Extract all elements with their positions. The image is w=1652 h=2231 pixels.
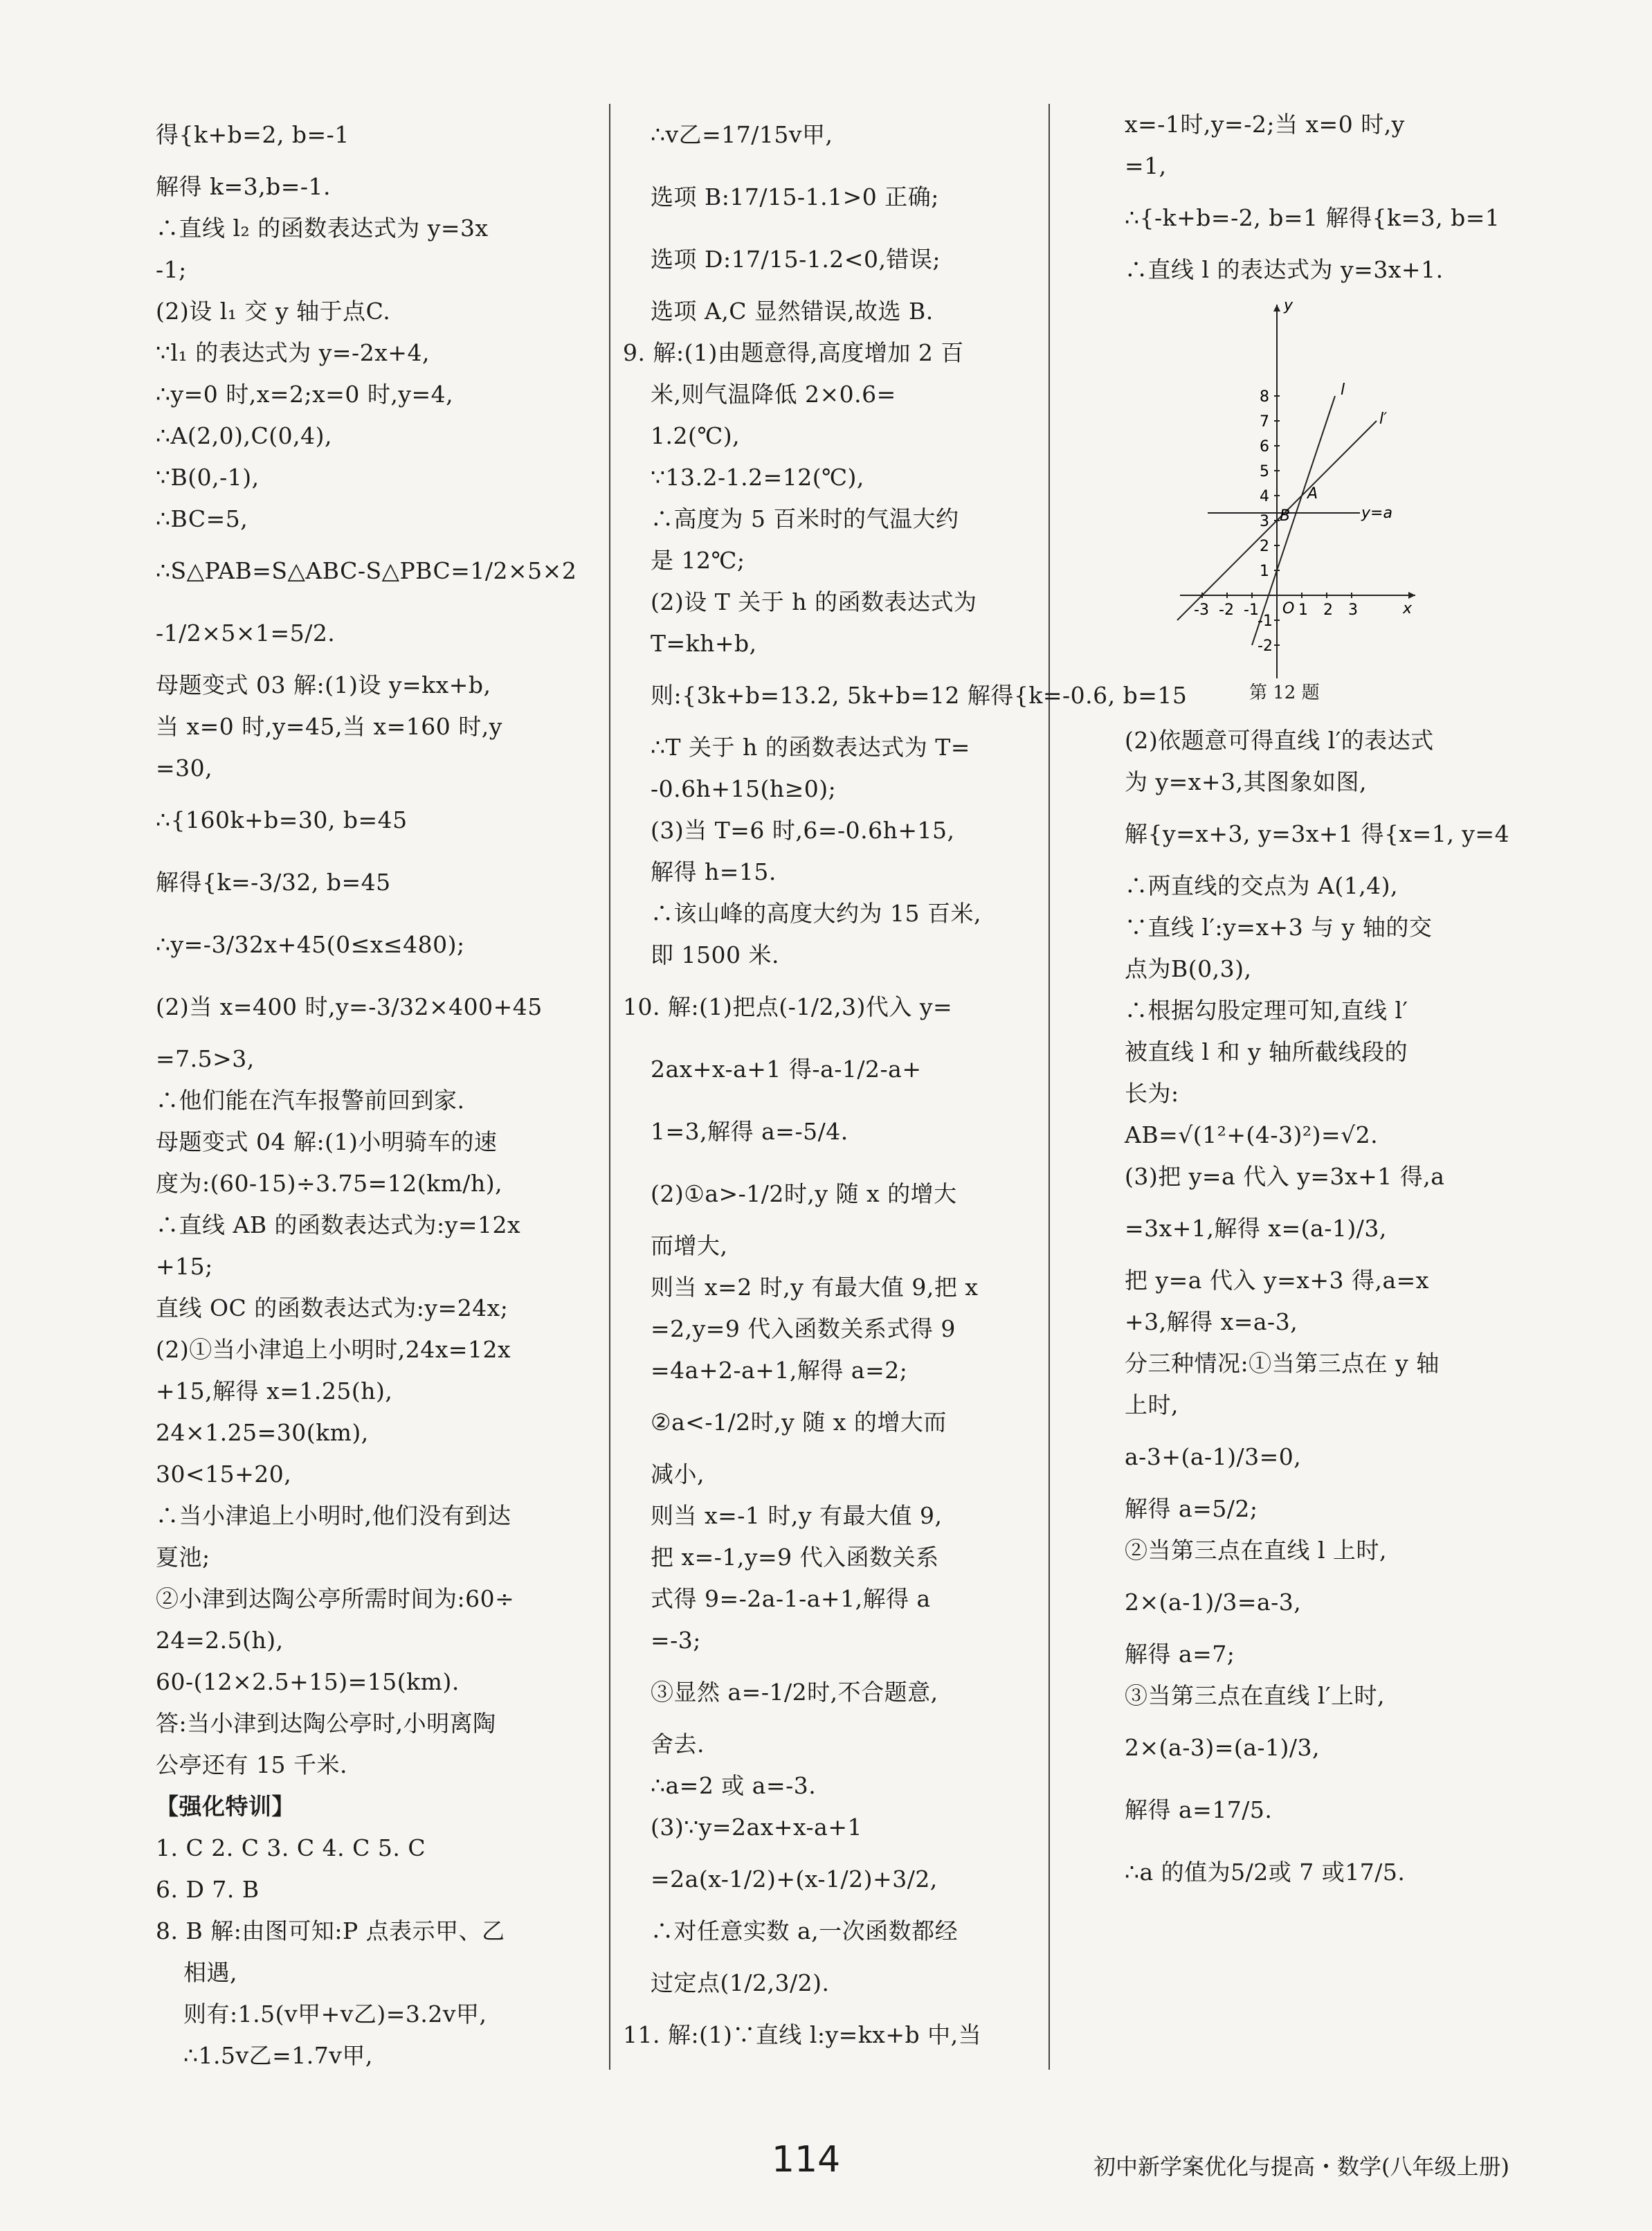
text-line: (2)设 T 关于 h 的函数表达式为 (651, 588, 977, 615)
y-axis-label: y (1284, 297, 1294, 314)
x-axis-arrow (1408, 592, 1415, 599)
text-line: ∴直线 l 的表达式为 y=3x+1. (1125, 256, 1444, 283)
text-line: 解{y=x+3, y=3x+1 得{x=1, y=4 (1125, 820, 1510, 847)
y-axis-arrow (1273, 305, 1280, 311)
line-y-equals-a-label: y=a (1361, 505, 1392, 522)
text-line: 是 12℃; (651, 547, 745, 574)
page-number: 114 (772, 2139, 841, 2180)
text-line: x=-1时,y=-2;当 x=0 时,y (1125, 111, 1405, 138)
text-line: (3)把 y=a 代入 y=3x+1 得,a (1125, 1163, 1445, 1190)
text-line: 把 y=a 代入 y=x+3 得,a=x (1125, 1267, 1429, 1294)
y-tick-label: -1 (1258, 613, 1273, 630)
section-heading: 【强化特训】 (156, 1793, 295, 1820)
text-line: 2×(a-3)=(a-1)/3, (1125, 1734, 1320, 1761)
text-line: ②a<-1/2时,y 随 x 的增大而 (651, 1409, 947, 1436)
x-tick-label: -1 (1244, 602, 1259, 619)
text-line: 答:当小津到达陶公亭时,小明离陶 (156, 1710, 496, 1737)
text-line: +15,解得 x=1.25(h), (156, 1378, 393, 1404)
text-line: 米,则气温降低 2×0.6= (651, 381, 896, 408)
text-line: ∴a 的值为5/2或 7 或17/5. (1125, 1859, 1406, 1886)
text-line: ∴S△PAB=S△ABC-S△PBC=1/2×5×2 (156, 557, 577, 584)
text-line: 解得 a=5/2; (1125, 1495, 1258, 1522)
text-line: 夏池; (156, 1544, 210, 1571)
text-line: ∴两直线的交点为 A(1,4), (1125, 872, 1399, 899)
text-line: -1/2×5×1=5/2. (156, 620, 336, 647)
line-l-label: l (1341, 381, 1345, 399)
text-line: 24=2.5(h), (156, 1627, 284, 1654)
text-line: 选项 A,C 显然错误,故选 B. (651, 298, 934, 325)
text-line: 则有:1.5(v甲+v乙)=3.2v甲, (183, 2000, 487, 2027)
y-tick-label: 4 (1260, 488, 1269, 505)
text-line: ∴{160k+b=30, b=45 (156, 806, 408, 833)
text-line: ③显然 a=-1/2时,不合题意, (651, 1679, 938, 1706)
text-line: 解得 a=7; (1125, 1641, 1235, 1668)
text-line: (2)依题意可得直线 l′的表达式 (1125, 727, 1434, 754)
y-tick-label: 7 (1260, 413, 1269, 431)
text-line: 则当 x=2 时,y 有最大值 9,把 x (651, 1274, 979, 1301)
y-tick-label: 1 (1260, 563, 1269, 580)
text-line: 而增大, (651, 1232, 728, 1259)
text-line: ③当第三点在直线 l′上时, (1125, 1682, 1386, 1709)
text-line: 把 x=-1,y=9 代入函数关系 (651, 1544, 939, 1571)
column-1 (156, 104, 599, 2077)
text-line: ∴根据勾股定理可知,直线 l′ (1125, 997, 1408, 1024)
answer-line: 6. D 7. B (156, 1876, 260, 1903)
text-line: ∴BC=5, (156, 505, 248, 532)
text-line: 舍去. (651, 1731, 705, 1758)
text-line: ∴直线 AB 的函数表达式为:y=12x (156, 1211, 521, 1238)
text-line: 母题变式 03 解:(1)设 y=kx+b, (156, 671, 491, 698)
text-line: ∴当小津追上小明时,他们没有到达 (156, 1502, 511, 1529)
column-3 (1125, 104, 1512, 1904)
text-line: ∴该山峰的高度大约为 15 百米, (651, 900, 981, 927)
text-line: ∴T 关于 h 的函数表达式为 T= (651, 734, 970, 761)
text-line: 则当 x=-1 时,y 有最大值 9, (651, 1502, 943, 1529)
text-line: 30<15+20, (156, 1461, 292, 1488)
text-line: ∵直线 l′:y=x+3 与 y 轴的交 (1125, 914, 1433, 941)
text-line: T=kh+b, (651, 630, 757, 657)
text-line: 为 y=x+3,其图象如图, (1125, 768, 1368, 795)
text-line: ∴高度为 5 百米时的气温大约 (651, 505, 959, 532)
text-line: ∴y=-3/32x+45(0≤x≤480); (156, 931, 465, 958)
x-tick-label: 1 (1298, 602, 1308, 619)
text-line: 分三种情况:①当第三点在 y 轴 (1125, 1350, 1440, 1377)
text-line: =4a+2-a+1,解得 a=2; (651, 1357, 908, 1384)
text-line: a-3+(a-1)/3=0, (1125, 1443, 1302, 1470)
text-line: 11. 解:(1)∵直线 l:y=kx+b 中,当 (623, 2021, 982, 2048)
text-line: 上时, (1125, 1391, 1179, 1418)
text-line: +15; (156, 1253, 213, 1280)
text-line: 2ax+x-a+1 得-a-1/2-a+ (651, 1056, 922, 1083)
text-line: (2)当 x=400 时,y=-3/32×400+45 (156, 993, 543, 1020)
text-line: ∵13.2-1.2=12(℃), (651, 464, 864, 491)
text-line: 公亭还有 15 千米. (156, 1751, 347, 1778)
text-line: 则:{3k+b=13.2, 5k+b=12 解得{k=-0.6, b=15 (651, 682, 1188, 709)
figure-12-graph (1159, 291, 1422, 720)
text-line: (2)设 l₁ 交 y 轴于点C. (156, 298, 391, 325)
text-line: 1.2(℃), (651, 422, 741, 449)
text-line: 度为:(60-15)÷3.75=12(km/h), (156, 1170, 503, 1197)
text-line: 过定点(1/2,3/2). (651, 1969, 830, 1996)
y-tick-label: 5 (1260, 463, 1269, 480)
text-line: 相遇, (183, 1959, 237, 1986)
text-line: ∴{-k+b=-2, b=1 解得{k=3, b=1 (1125, 204, 1500, 231)
text-line: ∴a=2 或 a=-3. (651, 1772, 817, 1799)
text-line: 解得 k=3,b=-1. (156, 173, 332, 200)
text-line: 得{k+b=2, b=-1 (156, 121, 350, 148)
text-line: ∴A(2,0),C(0,4), (156, 422, 333, 449)
x-tick-label: -3 (1194, 602, 1209, 619)
text-line: 解得 h=15. (651, 858, 777, 885)
text-line: ∴y=0 时,x=2;x=0 时,y=4, (156, 381, 454, 408)
text-line: 母题变式 04 解:(1)小明骑车的速 (156, 1128, 498, 1155)
text-line: (2)①a>-1/2时,y 随 x 的增大 (651, 1180, 957, 1207)
text-line: ∴他们能在汽车报警前回到家. (156, 1087, 465, 1114)
point-b-label: B (1280, 507, 1291, 525)
text-line: 当 x=0 时,y=45,当 x=160 时,y (156, 713, 502, 740)
text-line: ②当第三点在直线 l 上时, (1125, 1537, 1388, 1564)
x-tick-label: 3 (1348, 602, 1358, 619)
text-line: =30, (156, 755, 213, 782)
y-tick-label: 6 (1260, 438, 1269, 455)
text-line: 即 1500 米. (651, 941, 779, 968)
text-line: 8. B 解:由图可知:P 点表示甲、乙 (156, 1917, 505, 1944)
x-tick-label: -2 (1219, 602, 1234, 619)
text-line: +3,解得 x=a-3, (1125, 1308, 1298, 1335)
line-l-prime-label: l′ (1379, 410, 1388, 428)
text-line: 9. 解:(1)由题意得,高度增加 2 百 (623, 339, 964, 366)
text-line: =7.5>3, (156, 1045, 255, 1072)
text-line: (3)∵y=2ax+x-a+1 (651, 1814, 862, 1841)
text-line: 1=3,解得 a=-5/4. (651, 1118, 848, 1145)
y-tick-label: 2 (1260, 538, 1269, 555)
text-line: ∵l₁ 的表达式为 y=-2x+4, (156, 339, 430, 366)
text-line: 解得{k=-3/32, b=45 (156, 869, 391, 896)
text-line: 24×1.25=30(km), (156, 1419, 369, 1446)
text-line: =-3; (651, 1627, 701, 1654)
answer-line: 1. C 2. C 3. C 4. C 5. C (156, 1834, 426, 1861)
text-line: 直线 OC 的函数表达式为:y=24x; (156, 1294, 509, 1321)
text-line: =1, (1125, 152, 1167, 179)
text-line: 减小, (651, 1461, 705, 1488)
text-line: 解得 a=17/5. (1125, 1796, 1273, 1823)
x-axis-label: x (1403, 600, 1413, 617)
text-line: (3)当 T=6 时,6=-0.6h+15, (651, 817, 955, 844)
coordinate-plane (1159, 291, 1422, 678)
text-line: ∴对任意实数 a,一次函数都经 (651, 1917, 959, 1944)
x-tick-label: 2 (1323, 602, 1333, 619)
text-line: 长为: (1125, 1080, 1179, 1107)
text-line: ∴v乙=17/15v甲, (651, 121, 833, 148)
text-line: 60-(12×2.5+15)=15(km). (156, 1668, 460, 1695)
text-line: (2)①当小津追上小明时,24x=12x (156, 1336, 511, 1363)
y-tick-label: 8 (1260, 388, 1269, 406)
text-line: =3x+1,解得 x=(a-1)/3, (1125, 1215, 1387, 1242)
text-line: 选项 D:17/15-1.2<0,错误; (651, 246, 941, 273)
y-tick-label: -2 (1258, 638, 1273, 655)
point-a-label: A (1307, 485, 1318, 503)
text-line: 10. 解:(1)把点(-1/2,3)代入 y= (623, 993, 953, 1020)
text-line: -1; (156, 256, 187, 283)
column-divider-1 (609, 104, 610, 2070)
text-line: =2,y=9 代入函数关系式得 9 (651, 1315, 956, 1342)
book-title: 初中新学案优化与提高・数学(八年级上册) (1093, 2153, 1509, 2180)
text-line: 2×(a-1)/3=a-3, (1125, 1589, 1302, 1616)
y-tick-label: 3 (1260, 513, 1269, 530)
text-line: -0.6h+15(h≥0); (651, 775, 837, 802)
origin-label: O (1282, 600, 1295, 617)
text-line: AB=√(1²+(4-3)²)=√2. (1125, 1121, 1379, 1148)
figure-caption: 第 12 题 (1249, 683, 1320, 703)
text-line: 被直线 l 和 y 轴所截线段的 (1125, 1038, 1408, 1065)
text-line: 选项 B:17/15-1.1>0 正确; (651, 183, 939, 210)
text-line: ∴直线 l₂ 的函数表达式为 y=3x (156, 215, 489, 242)
text-line: ∴1.5v乙=1.7v甲, (183, 2042, 373, 2069)
text-line: 式得 9=-2a-1-a+1,解得 a (651, 1585, 931, 1612)
text-line: =2a(x-1/2)+(x-1/2)+3/2, (651, 1866, 938, 1893)
text-line: 点为B(0,3), (1125, 955, 1252, 982)
text-line: ∵B(0,-1), (156, 464, 260, 491)
text-line: ②小津到达陶公亭所需时间为:60÷ (156, 1585, 515, 1612)
